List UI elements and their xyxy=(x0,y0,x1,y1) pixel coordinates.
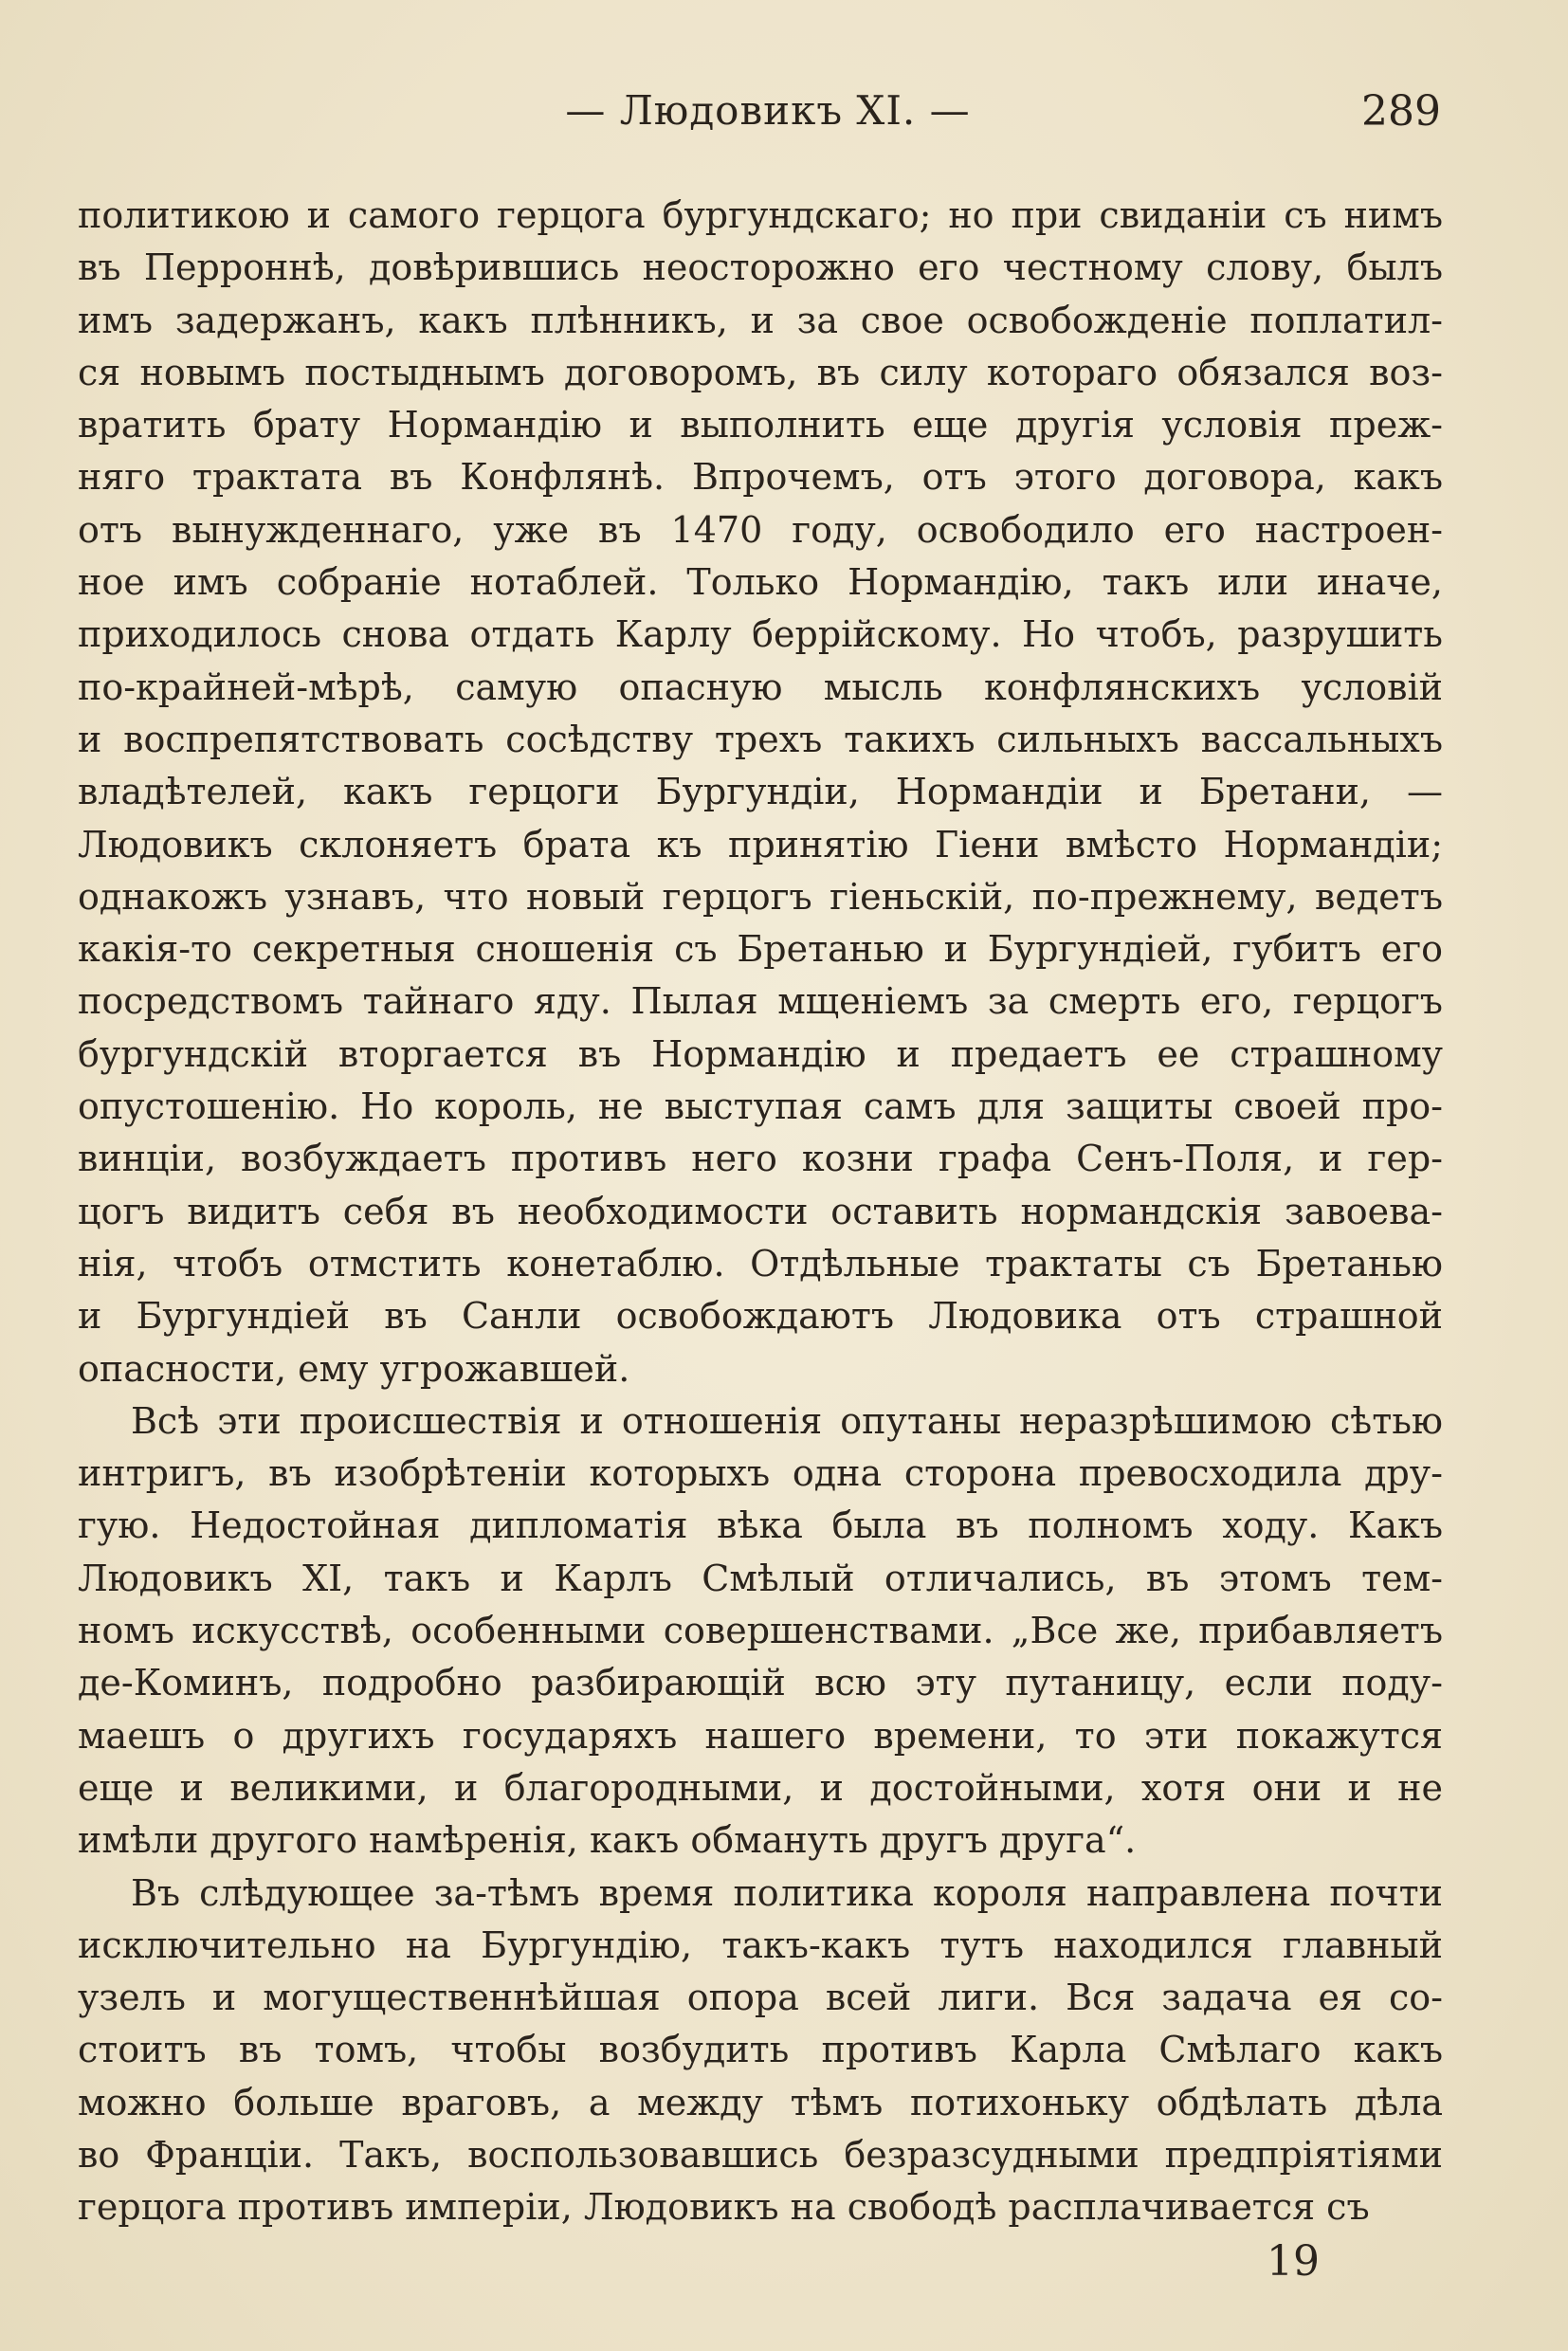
text-line: герцога противъ имперіи, Людовикъ на свободѣ расплачивается съ xyxy=(78,2186,1370,2229)
text-line: ся новымъ постыднымъ договоромъ, въ силу котораго обязался воз- xyxy=(78,351,1443,393)
text-line: имѣли другого намѣренія, какъ обмануть другъ друга“. xyxy=(78,1819,1137,1862)
text-line: можно больше враговъ, а между тѣмъ потихоньку обдѣлать дѣла xyxy=(78,2081,1443,2123)
text-line: посредствомъ тайнаго яду. Пылая мщеніемъ за смерть его, герцогъ xyxy=(78,980,1443,1023)
text-line: нія, чтобъ отмстить конетаблю. Отдѣльные трактаты съ Бретанью xyxy=(78,1242,1443,1285)
text-line: однакожъ узнавъ, что новый герцогъ гіеньскій, по-прежнему, ведетъ xyxy=(78,875,1443,918)
text-line: интригъ, въ изобрѣтеніи которыхъ одна сторона превосходила дру- xyxy=(78,1452,1443,1495)
signature-mark: 19 xyxy=(1267,2237,1320,2286)
text-line: политикою и самого герцога бургундскаго; но при свиданіи съ нимъ xyxy=(78,194,1443,236)
text-line: де-Коминъ, подробно разбирающій всю эту путаницу, если поду- xyxy=(78,1662,1443,1704)
running-title: — Людовикъ XI. — xyxy=(565,87,971,134)
text-line: исключительно на Бургундію, такъ-какъ тутъ находился главный xyxy=(78,1923,1443,1966)
body-text xyxy=(78,190,1443,2234)
text-line: маешъ о другихъ государяхъ нашего времени, то эти покажутся xyxy=(78,1714,1443,1757)
page-number: 289 xyxy=(1361,87,1441,136)
text-line: приходилось снова отдать Карлу беррійскому. Но чтобъ, разрушить xyxy=(78,613,1443,656)
text-line: и Бургундіей въ Санли освобождаютъ Людовика отъ страшной xyxy=(78,1295,1443,1338)
text-line: Людовикъ склоняетъ брата къ принятію Гіени вмѣсто Нормандіи; xyxy=(78,823,1443,866)
text-line: гую. Недостойная дипломатія вѣка была въ полномъ ходу. Какъ xyxy=(78,1504,1443,1547)
text-line: опустошенію. Но король, не выступая самъ для защиты своей про- xyxy=(78,1085,1443,1128)
text-line: цогъ видитъ себя въ необходимости оставить нормандскія завоева- xyxy=(78,1190,1443,1232)
text-line: ное имъ собраніе нотаблей. Только Нормандію, такъ или иначе, xyxy=(78,561,1443,604)
text-line: владѣтелей, какъ герцоги Бургундіи, Нормандіи и Бретани, — xyxy=(78,771,1443,813)
text-line: какія-то секретныя сношенія съ Бретанью и Бургундіей, губитъ его xyxy=(78,928,1443,971)
text-line: Всѣ эти происшествія и отношенія опутаны неразрѣшимою сѣтью xyxy=(131,1399,1443,1442)
text-line: винціи, возбуждаетъ противъ него козни графа Сенъ-Поля, и гер- xyxy=(78,1138,1443,1180)
text-line: отъ вынужденнаго, уже въ 1470 году, освободило его настроен- xyxy=(78,508,1443,551)
text-line: Людовикъ XI, такъ и Карлъ Смѣлый отличались, въ этомъ тем- xyxy=(78,1557,1443,1599)
text-line: няго трактата въ Конфлянѣ. Впрочемъ, отъ этого договора, какъ xyxy=(78,456,1443,499)
text-line: Въ слѣдующее за-тѣмъ время политика короля направлена почти xyxy=(131,1871,1443,1914)
paragraph xyxy=(78,1395,1443,1868)
text-line: бургундскій вторгается въ Нормандію и предаетъ ее страшному xyxy=(78,1032,1443,1075)
paragraph xyxy=(78,1868,1443,2234)
text-line: узелъ и могущественнѣйшая опора всей лиги. Вся задача ея со- xyxy=(78,1977,1443,2019)
text-line: опасности, ему угрожавшей. xyxy=(78,1347,630,1390)
text-line: имъ задержанъ, какъ плѣнникъ, и за свое освобожденіе поплатил- xyxy=(78,299,1443,341)
running-header xyxy=(76,87,1460,144)
paragraph xyxy=(78,190,1443,1395)
text-line: во Франціи. Такъ, воспользовавшись безразсудными предпріятіями xyxy=(78,2133,1443,2176)
text-line: номъ искусствѣ, особенными совершенствами. „Все же, прибавляетъ xyxy=(78,1610,1443,1652)
text-line: и воспрепятствовать сосѣдству трехъ такихъ сильныхъ вассальныхъ xyxy=(78,718,1443,760)
text-line: стоитъ въ томъ, чтобы возбудить противъ Карла Смѣлаго какъ xyxy=(78,2029,1443,2071)
text-line: въ Перроннѣ, довѣрившись неосторожно его честному слову, былъ xyxy=(78,246,1443,289)
text-line: вратить брату Нормандію и выполнить еще другія условія преж- xyxy=(78,404,1443,447)
text-line: по-крайней-мѣрѣ, самую опасную мысль конфлянскихъ условій xyxy=(78,665,1443,708)
text-line: еще и великими, и благородными, и достойными, хотя они и не xyxy=(78,1766,1443,1809)
